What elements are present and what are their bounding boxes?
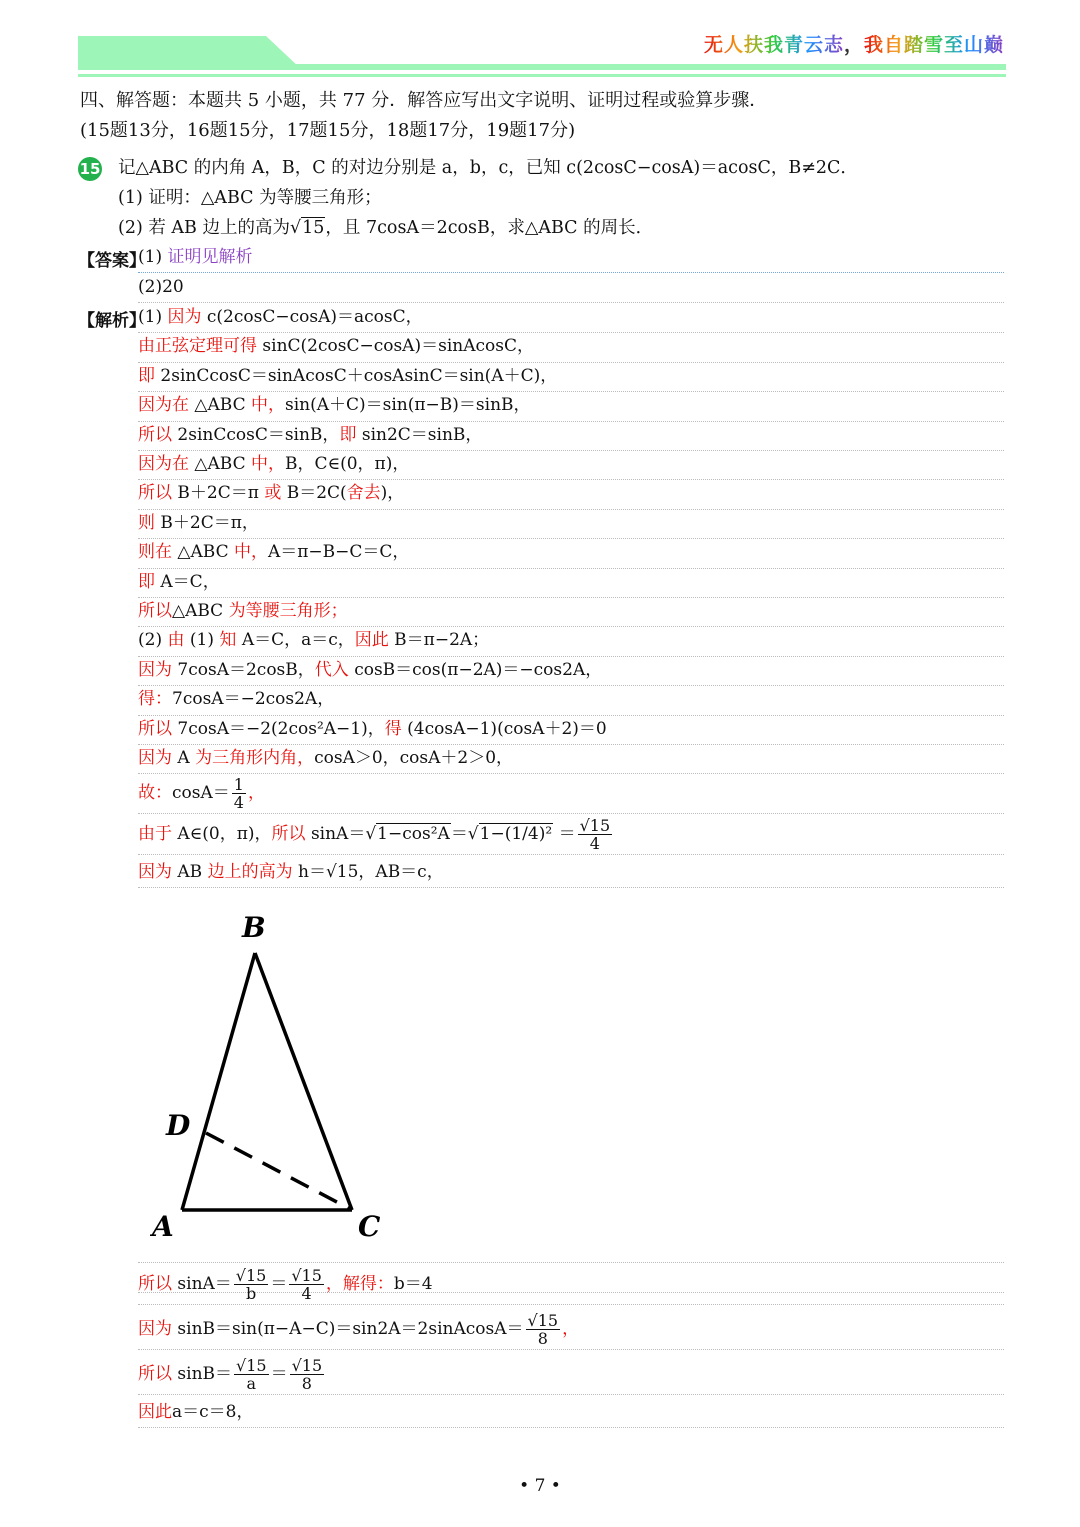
answer-line-2: (2)20 [138,273,1004,303]
answer-p1-prefix: (1) [138,247,163,267]
solution-line-17: 故：cosA＝ $\frac{1}{4}$ ， [138,773,1004,814]
header-banner-bar [78,64,1006,70]
solution-line-19: 因为 AB 边上的高为 h＝√15，AB＝c， [138,858,1004,888]
solution-line-1: (1) 因为 c(2cosC−cosA)＝acosC， [138,303,1004,333]
answer-line-1 [138,243,1004,273]
solution-line-9: 则在 △ABC 中，A＝π−B−C＝C， [138,538,1004,568]
question-stem: 记△ABC 的内角 A，B，C 的对边分别是 a，b，c，已知 c(2cosC−cosA)＝acosC，B≠2C． [118,158,858,178]
section-points: (15题13分，16题15分，17题15分，18题17分，19题17分) [80,120,576,141]
section-title: 四、解答题：本题共 5 小题，共 77 分．解答应写出文字说明、证明过程或验算步骤． [80,90,768,111]
slogan-separator: ， [843,34,864,56]
solution-line-14: 得：7cosA＝−2cos2A， [138,685,1004,715]
side-AB [182,953,255,1210]
solution-line-2: 由正弦定理可得 sinC(2cosC−cosA)＝sinAcosC， [138,332,1004,362]
solution-line-10: 即 A＝C， [138,568,1004,598]
solution-line-3: 即 2sinCcosC＝sinAcosC＋cosAsinC＝sin(A＋C)， [138,362,1004,392]
fraction-sinA: $\frac{√15}{4}$ [579,816,611,853]
solution-line-22: 所以 sinB＝ $\frac{√15}{a}$ ＝ $\frac{√15}{8}$ [138,1354,1004,1395]
triangle-diagram [150,905,410,1255]
solution-line-11: 所以△ABC 为等腰三角形； [138,597,1004,627]
fraction-sinB-8: $\frac{√15}{8}$ [291,1356,323,1393]
question-part2-text-b: ，且 7cosA＝2cosB，求△ABC 的周长． [325,218,654,238]
fraction-sinA-4: $\frac{√15}{4}$ [291,1266,322,1303]
fraction-sinB: $\frac{√15}{8}$ [527,1311,559,1348]
question-number-badge: 15 [78,157,102,181]
fraction-sinA-b: $\frac{√15}{b}$ [235,1266,267,1303]
solution-line-21: 因为 sinB＝sin(π−A−C)＝sin2A＝2sinAcosA＝ $\frac{√15}{8}$ ， [138,1309,1004,1350]
vertex-label-A: A [152,1210,174,1243]
solution-line-4: 因为在 △ABC 中，sin(A＋C)＝sin(π−B)＝sinB， [138,391,1004,421]
question-part2-sqrt: 15 [302,218,325,238]
altitude-CD [206,1133,352,1210]
solution-line-15: 所以 7cosA＝−2(2cos²A−1)，得 (4cosA−1)(cosA＋2)＝0 [138,715,1004,745]
fraction-cosA: $\frac{1}{4}$ [233,775,244,812]
vertex-label-C: C [358,1210,381,1243]
solution-label: 【解析】 [78,311,146,331]
question-part2: (2) 若 AB 边上的高为√15，且 7cosA＝2cosB，求△ABC 的周长． [118,218,654,238]
solution-line-5: 所以 2sinCcosC＝sinB，即 sin2C＝sinB， [138,421,1004,451]
solution-line-16: 因为 A 为三角形内角，cosA＞0，cosA＋2＞0， [138,744,1004,774]
fraction-sinB-a: $\frac{√15}{a}$ [236,1356,267,1393]
solution-line-12: (2) 由 (1) 知 A＝C，a＝c，因此 B＝π−2A； [138,626,1004,656]
solution-line-18: 由于 A∈(0，π)，所以 sinA＝√1−cos²A＝√1−(1/4)² ＝ $\frac{√15}{4}$ [138,814,1004,855]
slogan-part2: 我自踏雪至山巅 [864,30,1004,57]
vertex-label-B: B [242,911,266,944]
solution-line-13: 因为 7cosA＝2cosB，代入 cosB＝cos(π−2A)＝−cos2A， [138,656,1004,686]
solution-line-6: 因为在 △ABC 中，B，C∈(0，π)， [138,450,1004,480]
slogan-part1: 无人扶我青云志 [704,30,844,57]
side-BC [255,953,352,1210]
solution-line-7: 所以 B＋2C＝π 或 B＝2C(舍去)， [138,479,1004,509]
answer-label: 【答案】 [78,251,146,271]
question-part1: (1) 证明：△ABC 为等腰三角形； [118,188,382,208]
page-number: • 7 • [519,1476,561,1496]
header-banner-line [78,74,1006,77]
question-part2-text-a: (2) 若 AB 边上的高为 [118,218,290,238]
vertex-label-D: D [166,1109,191,1142]
answer-p1-text: 证明见解析 [167,247,253,267]
header-slogan [704,30,1004,57]
solution-line-8: 则 B＋2C＝π， [138,509,1004,539]
solution-line-20: 所以 sinA＝ $\frac{√15}{b}$ ＝ $\frac{√15}{4}$ ，解得：b＝4 [138,1264,1004,1305]
solution-line-23: 因此a＝c＝8， [138,1398,1004,1428]
section-heading [80,86,767,146]
